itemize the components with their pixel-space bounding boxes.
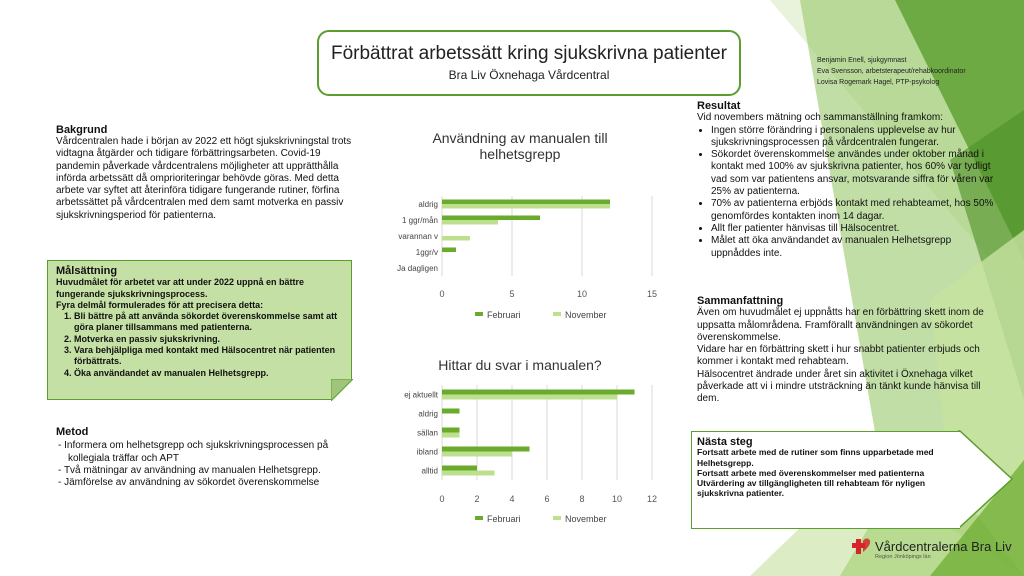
bar-februari — [442, 428, 460, 433]
logo-subtitle: Region Jönköpings län — [875, 554, 931, 560]
x-tick-label: 4 — [509, 494, 515, 504]
nasta-steg-arrow — [958, 430, 1014, 528]
category-label: ej aktuellt — [404, 390, 438, 400]
x-tick-label: 6 — [544, 494, 550, 504]
malsattning-list — [56, 311, 343, 379]
bakgrund-heading: Bakgrund — [56, 124, 108, 136]
sammanfattning-heading: Sammanfattning — [697, 295, 784, 307]
malsattning-heading: Målsättning — [56, 265, 118, 277]
metod-heading: Metod — [56, 426, 89, 438]
bar-november — [442, 204, 610, 209]
legend-swatch — [475, 312, 483, 316]
bar-november — [442, 236, 470, 241]
category-label: Ja dagligen — [397, 264, 438, 273]
bar-februari — [442, 447, 530, 452]
legend-swatch — [475, 516, 483, 520]
category-label: alltid — [421, 466, 438, 476]
authors — [817, 55, 966, 88]
section-sammanfattning — [697, 295, 997, 406]
resultat-item: • Allt fler patienter hänvisas till Hälsocentret. — [711, 223, 997, 235]
bar-februari — [442, 466, 477, 471]
author-2: Eva Svensson, arbetsterapeut/rehabkoordinator — [817, 68, 966, 75]
folded-corner — [331, 379, 353, 401]
nasta-steg-line: Utvärdering av tillgängligheten till rehabteam för nyligen sjukskrivna patienter. — [697, 478, 926, 499]
resultat-heading: Resultat — [697, 100, 741, 112]
title-box — [317, 30, 741, 96]
bar-november — [442, 452, 512, 457]
chart-1-title: Användning av manualen till helhetsgrepp — [432, 130, 608, 162]
category-label: aldrig — [418, 200, 438, 209]
sammanfattning-p1: Även om huvudmålet ej uppnåtts har en förbättring skett inom de uppsatta målområdena. Framförallt användningen av sökordet överenskommelse. — [697, 307, 984, 343]
resultat-intro: Vid novembers mätning och sammanställning framkom: — [697, 112, 944, 124]
x-tick-label: 0 — [439, 289, 445, 299]
resultat-item: • 70% av patienterna erbjöds kontakt med rehabteamet, hos 50% genomfördes kontakten inom 14 dagar. — [711, 198, 997, 223]
x-tick-label: 0 — [439, 494, 445, 504]
x-tick-label: 10 — [576, 289, 588, 299]
legend-label: November — [565, 514, 607, 524]
category-label: sällan — [417, 428, 438, 438]
sammanfattning-p3: Hälsocentret ändrade under året sin aktivitet i Öxnehaga vilket påverkade att vi i mindre utsträckning än tänkt kunde hänvisa till dem. — [697, 368, 981, 405]
bakgrund-text: Vårdcentralen hade i början av 2022 ett högt sjukskrivningstal trots vidtagna åtgärder och tidigare förbättringsarbeten. Covid-19 pandemin påverkade vårdcentralens möjligheter att upprätthålla införda arbetssätt då omprioriteringar behövde göras. Med detta arbete var syftet att återinföra tidigare fungerande rutiner, förfina arbetssättet på vårdcentralen med dem samt motverka en passiv sjukskrivningsperiod för patienterna. — [56, 136, 352, 221]
malsattning-item: 4. Öka användandet av manualen Helhetsgrepp. — [74, 368, 343, 379]
logo-name: Vårdcentralerna Bra Liv — [875, 538, 1012, 554]
resultat-item: • Sökordet överenskommelse användes under oktober månad i kontakt med 100% av sjukskrivna patienter, hos 60% var tydligt vad som var patientens ansvar, motsvarande siffra för våren var 25% av patienterna. — [711, 149, 997, 198]
chart-2-title: Hittar du svar i manualen? — [438, 357, 602, 373]
category-label: ibland — [416, 447, 438, 457]
section-nasta-steg — [691, 431, 960, 529]
bar-november — [442, 395, 617, 400]
nasta-steg-heading: Nästa steg — [697, 436, 753, 448]
category-label: 1ggr/v — [415, 248, 438, 257]
metod-item: - Jämförelse av användning av sökordet överenskommelse — [68, 477, 361, 489]
malsattning-intro-1: Huvudmålet för arbetet var att under 2022 uppnå en bättre fungerande sjukskrivningsprocess. — [56, 277, 305, 299]
chart-usage-manual — [372, 186, 682, 322]
author-3: Lovisa Rogemark Hagel, PTP-psykolog — [817, 79, 940, 86]
bar-november — [442, 471, 495, 476]
page-subtitle: Bra Liv Öxnehaga Vårdcentral — [448, 68, 610, 82]
legend-label: Februari — [487, 514, 521, 524]
metod-item: - Två mätningar av användning av manualen Helhetsgrepp. — [68, 465, 361, 477]
section-resultat — [697, 100, 997, 260]
malsattning-intro-2: Fyra delmål formulerades för att precisera detta: — [56, 299, 264, 310]
malsattning-item: 2. Motverka en passiv sjukskrivning. — [74, 334, 343, 345]
sammanfattning-p2: Vidare har en förbättring skett i hur snabbt patienter erbjuds och kommer i kontakt med rehabteam. — [697, 344, 980, 368]
category-label: 1 ggr/mån — [401, 216, 438, 225]
bar-februari — [442, 409, 460, 414]
heart-cross-logo-icon — [852, 537, 872, 555]
resultat-list — [697, 125, 997, 260]
bar-november — [442, 220, 498, 225]
metod-item: - Informera om helhetsgrepp och sjukskrivningsprocessen på kollegiala träffar och APT — [68, 440, 361, 465]
category-label: aldrig — [418, 409, 438, 419]
nasta-steg-line: Fortsatt arbete med överenskommelser med patienterna — [697, 467, 925, 478]
x-tick-label: 10 — [611, 494, 623, 504]
x-tick-label: 5 — [509, 289, 515, 299]
section-metod — [56, 426, 361, 489]
bar-februari — [442, 200, 610, 205]
legend-swatch — [553, 312, 561, 316]
malsattning-item: 1. Bli bättre på att använda sökordet överenskommelse samt att göra planer tillsammans med patienterna. — [74, 311, 343, 334]
legend-label: Februari — [487, 310, 521, 320]
x-tick-label: 2 — [474, 494, 480, 504]
x-tick-label: 15 — [646, 289, 658, 299]
bar-november — [442, 433, 460, 438]
x-tick-label: 12 — [646, 494, 658, 504]
x-tick-label: 8 — [579, 494, 585, 504]
nasta-steg-line: Fortsatt arbete med de rutiner som finns upparbetade med Helhetsgrepp. — [697, 447, 934, 468]
category-label: varannan v — [398, 232, 438, 241]
bar-februari — [442, 248, 456, 253]
resultat-item: • Målet att öka användandet av manualen Helhetsgrepp uppnåddes inte. — [711, 235, 997, 260]
malsattning-item: 3. Vara behjälpliga med kontakt med Hälsocentret när patienten förbättrats. — [74, 345, 343, 368]
legend-swatch — [553, 516, 561, 520]
chart-find-answers — [372, 382, 682, 527]
logo — [852, 537, 1012, 560]
legend-label: November — [565, 310, 607, 320]
section-malsattning — [47, 260, 352, 400]
metod-list — [56, 440, 361, 489]
author-1: Benjamin Enell, sjukgymnast — [817, 57, 907, 64]
bar-februari — [442, 216, 540, 221]
section-bakgrund — [56, 124, 361, 222]
resultat-item: • Ingen större förändring i personalens upplevelse av hur sjukskrivningsprocessen på vårdcentralen fungerar. — [711, 125, 997, 150]
page-title: Förbättrat arbetssätt kring sjukskrivna patienter — [330, 43, 727, 64]
bar-februari — [442, 390, 635, 395]
